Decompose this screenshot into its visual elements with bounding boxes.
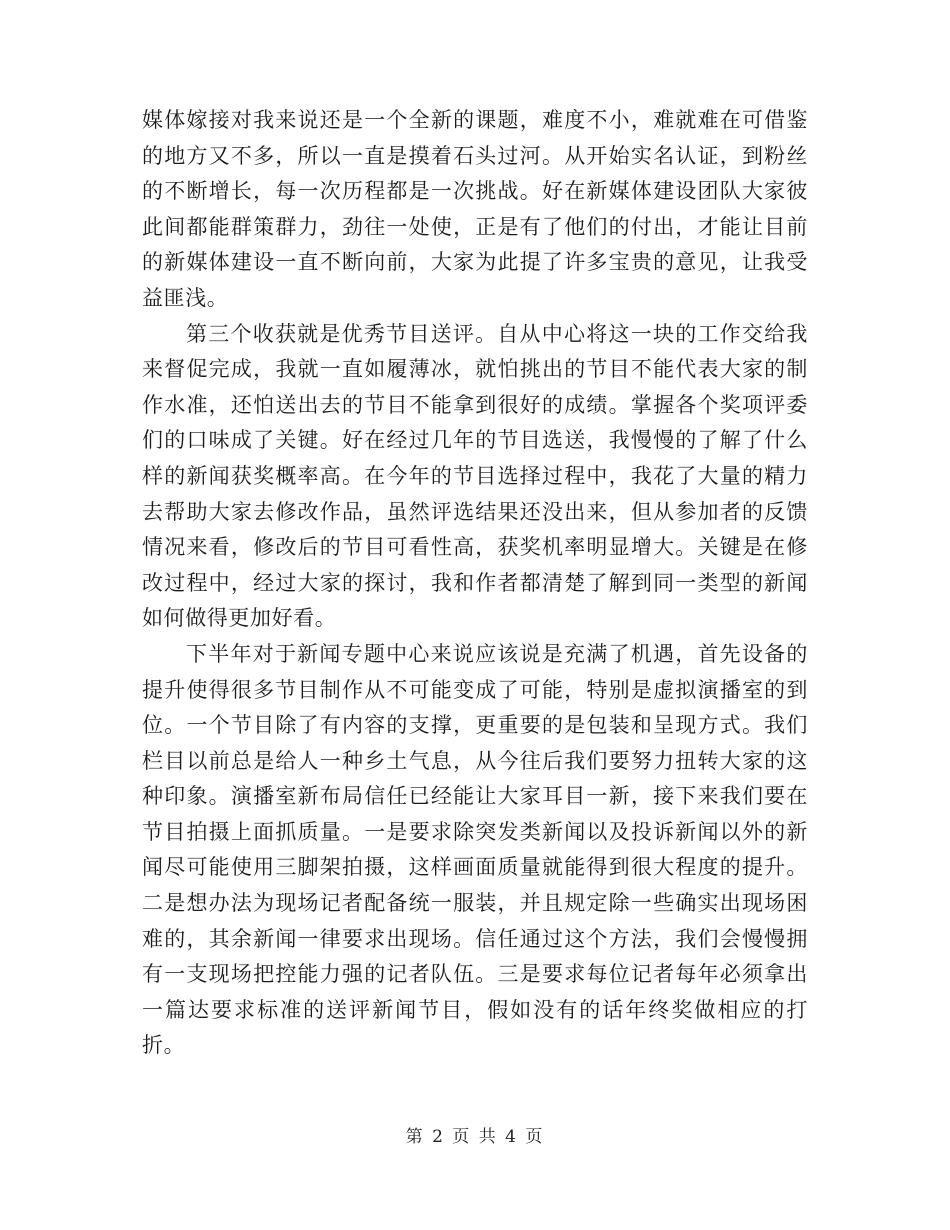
page-number-footer: 第 2 页 共 4 页 bbox=[405, 1127, 545, 1147]
paragraph-3: 下半年对于新闻专题中心来说应该说是充满了机遇，首先设备的提升使得很多节目制作从不可能变成了可能，特别是虚拟演播室的到位。一个节目除了有内容的支撑，更重要的是包装和呈现方式。我们栏目以前总是给人一种乡土气息，从今往后我们要努力扭转大家的这种印象。演播室新布局信任已经能让大家耳目一新，接下来我们要在节目拍摄上面抓质量。一是要求除突发类新闻以及投诉新闻以外的新闻尽可能使用三脚架拍摄，这样画面质量就能得到很大程度的提升。二是想办法为现场记者配备统一服装，并且规定除一些确实出现场困难的，其余新闻一律要求出现场。信任通过这个方法，我们会慢慢拥有一支现场把控能力强的记者队伍。三是要求每位记者每年必须拿出一篇达要求标准的送评新闻节目，假如没有的话年终奖做相应的打折。 bbox=[142, 641, 808, 1058]
paragraph-1: 媒体嫁接对我来说还是一个全新的课题，难度不小，难就难在可借鉴的地方又不多，所以一直是摸着石头过河。从开始实名认证，到粉丝的不断增长，每一次历程都是一次挑战。好在新媒体建设团队大家彼此间都能群策群力，劲往一处使，正是有了他们的付出，才能让目前的新媒体建设一直不断向前，大家为此提了许多宝贵的意见，让我受益匪浅。 bbox=[142, 108, 808, 310]
document-body bbox=[142, 103, 808, 1064]
paragraph-2: 第三个收获就是优秀节目送评。自从中心将这一块的工作交给我来督促完成，我就一直如履薄冰，就怕挑出的节目不能代表大家的制作水准，还怕送出去的节目不能拿到很好的成绩。掌握各个奖项评委们的口味成了关键。好在经过几年的节目选送，我慢慢的了解了什么样的新闻获奖概率高。在今年的节目选择过程中，我花了大量的精力去帮助大家去修改作品，虽然评选结果还没出来，但从参加者的反馈情况来看，修改后的节目可看性高，获奖机率明显增大。关键是在修改过程中，经过大家的探讨，我和作者都清楚了解到同一类型的新闻如何做得更加好看。 bbox=[142, 321, 808, 631]
